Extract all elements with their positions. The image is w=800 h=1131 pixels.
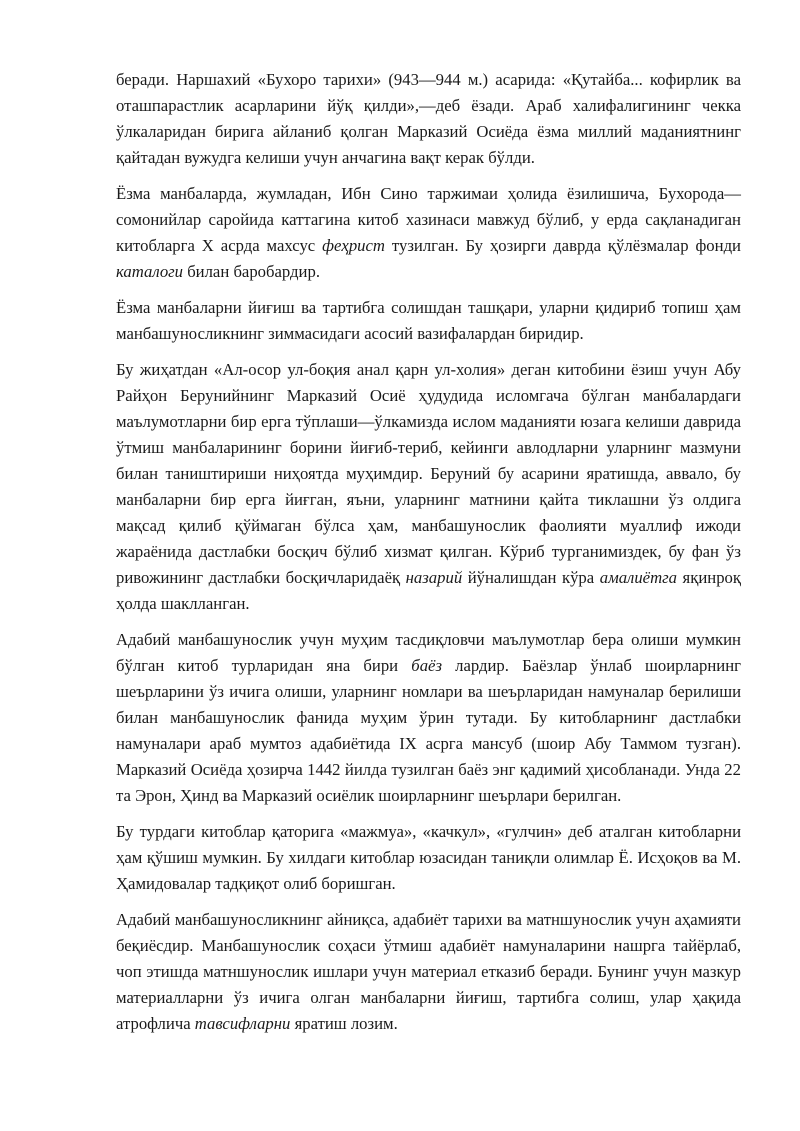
paragraph-6 <box>116 819 741 897</box>
paragraph-text: Бу жиҳатдан «Ал-осор ул-боқия анал қарн ул-холия» деган китобини ёзиш учун Абу Райҳон Берунийнинг Марказий Осиё ҳудудида исломгача бўлган манбалардаги маълумотларни бир ерга тўплаши—ўлкамизда ислом маданияти юзага келиши даврида ўтмиш манбаларининг борини йиғиб-териб, кейинги авлодларни уларнинг мазмуни билан таништириши ниҳоятда муҳимдир. Беруний бу асарини яратишда, аввало, бу манбаларни бир ерга йиғган, яъни, уларнинг матнини қайта тиклашни ўз олдига мақсад қилиб қўймаган бўлса ҳам, манбашунослик фаолияти муаллиф ижоди жараёнида дастлабки босқич бўлиб хизмат қилган. Кўриб турганимиздек, бу фан ўз ривожининг дастлабки босқичларидаёқ <box>116 360 741 587</box>
italic-term: назарий <box>405 568 463 587</box>
document-page <box>116 67 741 1047</box>
paragraph-text: Бу турдаги китоблар қаторига «мажмуа», «качкул», «гулчин» деб аталган китобларни ҳам қўшиш мумкин. Бу хилдаги китоблар юзасидан таниқли олимлар Ё. Исҳоқов ва М. Ҳамидовалар тадқиқот олиб боришган. <box>116 822 741 893</box>
italic-term: каталоги <box>116 262 184 281</box>
italic-term: феҳрист <box>322 236 385 255</box>
paragraph-text: яқинроқ ҳолда шаклланган. <box>116 568 741 613</box>
paragraph-1 <box>116 67 741 171</box>
paragraph-text: яратиш лозим. <box>290 1014 398 1033</box>
paragraph-text: лардир. Баёзлар ўнлаб шоирларнинг шеърларини ўз ичига олиши, уларнинг номлари ва шеърларидан намуналар берилиши билан манбашунослик фанида муҳим ўрин тутади. Бу китобларнинг дастлабки намуналари араб мумтоз адабиётида IX асрга мансуб (шоир Абу Таммом тузган). Марказий Осиёда ҳозирча 1442 йилда тузилган баёз энг қадимий ҳисобланади. Унда 22 та Эрон, Ҳинд ва Марказий осиёлик шоирларнинг шеърлари берилган. <box>116 656 742 805</box>
paragraph-4 <box>116 357 741 617</box>
paragraph-text: йўналишдан кўра <box>462 568 600 587</box>
paragraph-text: Ёзма манбаларни йиғиш ва тартибга солишдан ташқари, уларни қидириб топиш ҳам манбашуносликнинг зиммасидаги асосий вазифалардан биридир. <box>116 298 741 343</box>
italic-term: амалиётга <box>599 568 677 587</box>
italic-term: баёз <box>411 656 442 675</box>
paragraph-text: тузилган. Бу ҳозирги даврда қўлёзмалар фонди <box>384 236 741 255</box>
paragraph-5 <box>116 627 741 809</box>
paragraph-text: Адабий манбашунослик учун муҳим тасдиқловчи маълумотлар бера олиши мумкин бўлган китоб турларидан яна бири <box>116 630 741 675</box>
paragraph-text: Адабий манбашуносликнинг айниқса, адабиёт тарихи ва матншунослик учун аҳамияти беқиёсдир. Манбашунослик соҳаси ўтмиш адабиёт намуналарини нашрга тайёрлаб, чоп этишда матншунослик ишлари учун материал етказиб беради. Бунинг учун мазкур материалларни ўз ичига олган манбаларни йиғиш, тартибга солиш, улар ҳақида атрофлича <box>116 910 741 1033</box>
paragraph-2 <box>116 181 741 285</box>
paragraph-text: билан баробардир. <box>183 262 320 281</box>
paragraph-text: Ёзма манбаларда, жумладан, Ибн Сино таржимаи ҳолида ёзилишича, Бухорода—сомонийлар саройида каттагина китоб хазинаси мавжуд бўлиб, у ерда сақланадиган китобларга X асрда махсус <box>116 184 741 255</box>
paragraph-7 <box>116 907 741 1037</box>
paragraph-text: беради. Наршахий «Бухоро тарихи» (943—944 м.) асарида: «Қутайба... кофирлик ва оташпарастлик асарларини йўқ қилди»,—деб ёзади. Араб халифалигининг чекка ўлкаларидан бирига айланиб қолган Марказий Осиёда ёзма миллий маданиятнинг қайтадан вужудга келиши учун анчагина вақт керак бўлди. <box>116 70 741 167</box>
paragraph-3 <box>116 295 741 347</box>
italic-term: тавсифларни <box>194 1014 291 1033</box>
